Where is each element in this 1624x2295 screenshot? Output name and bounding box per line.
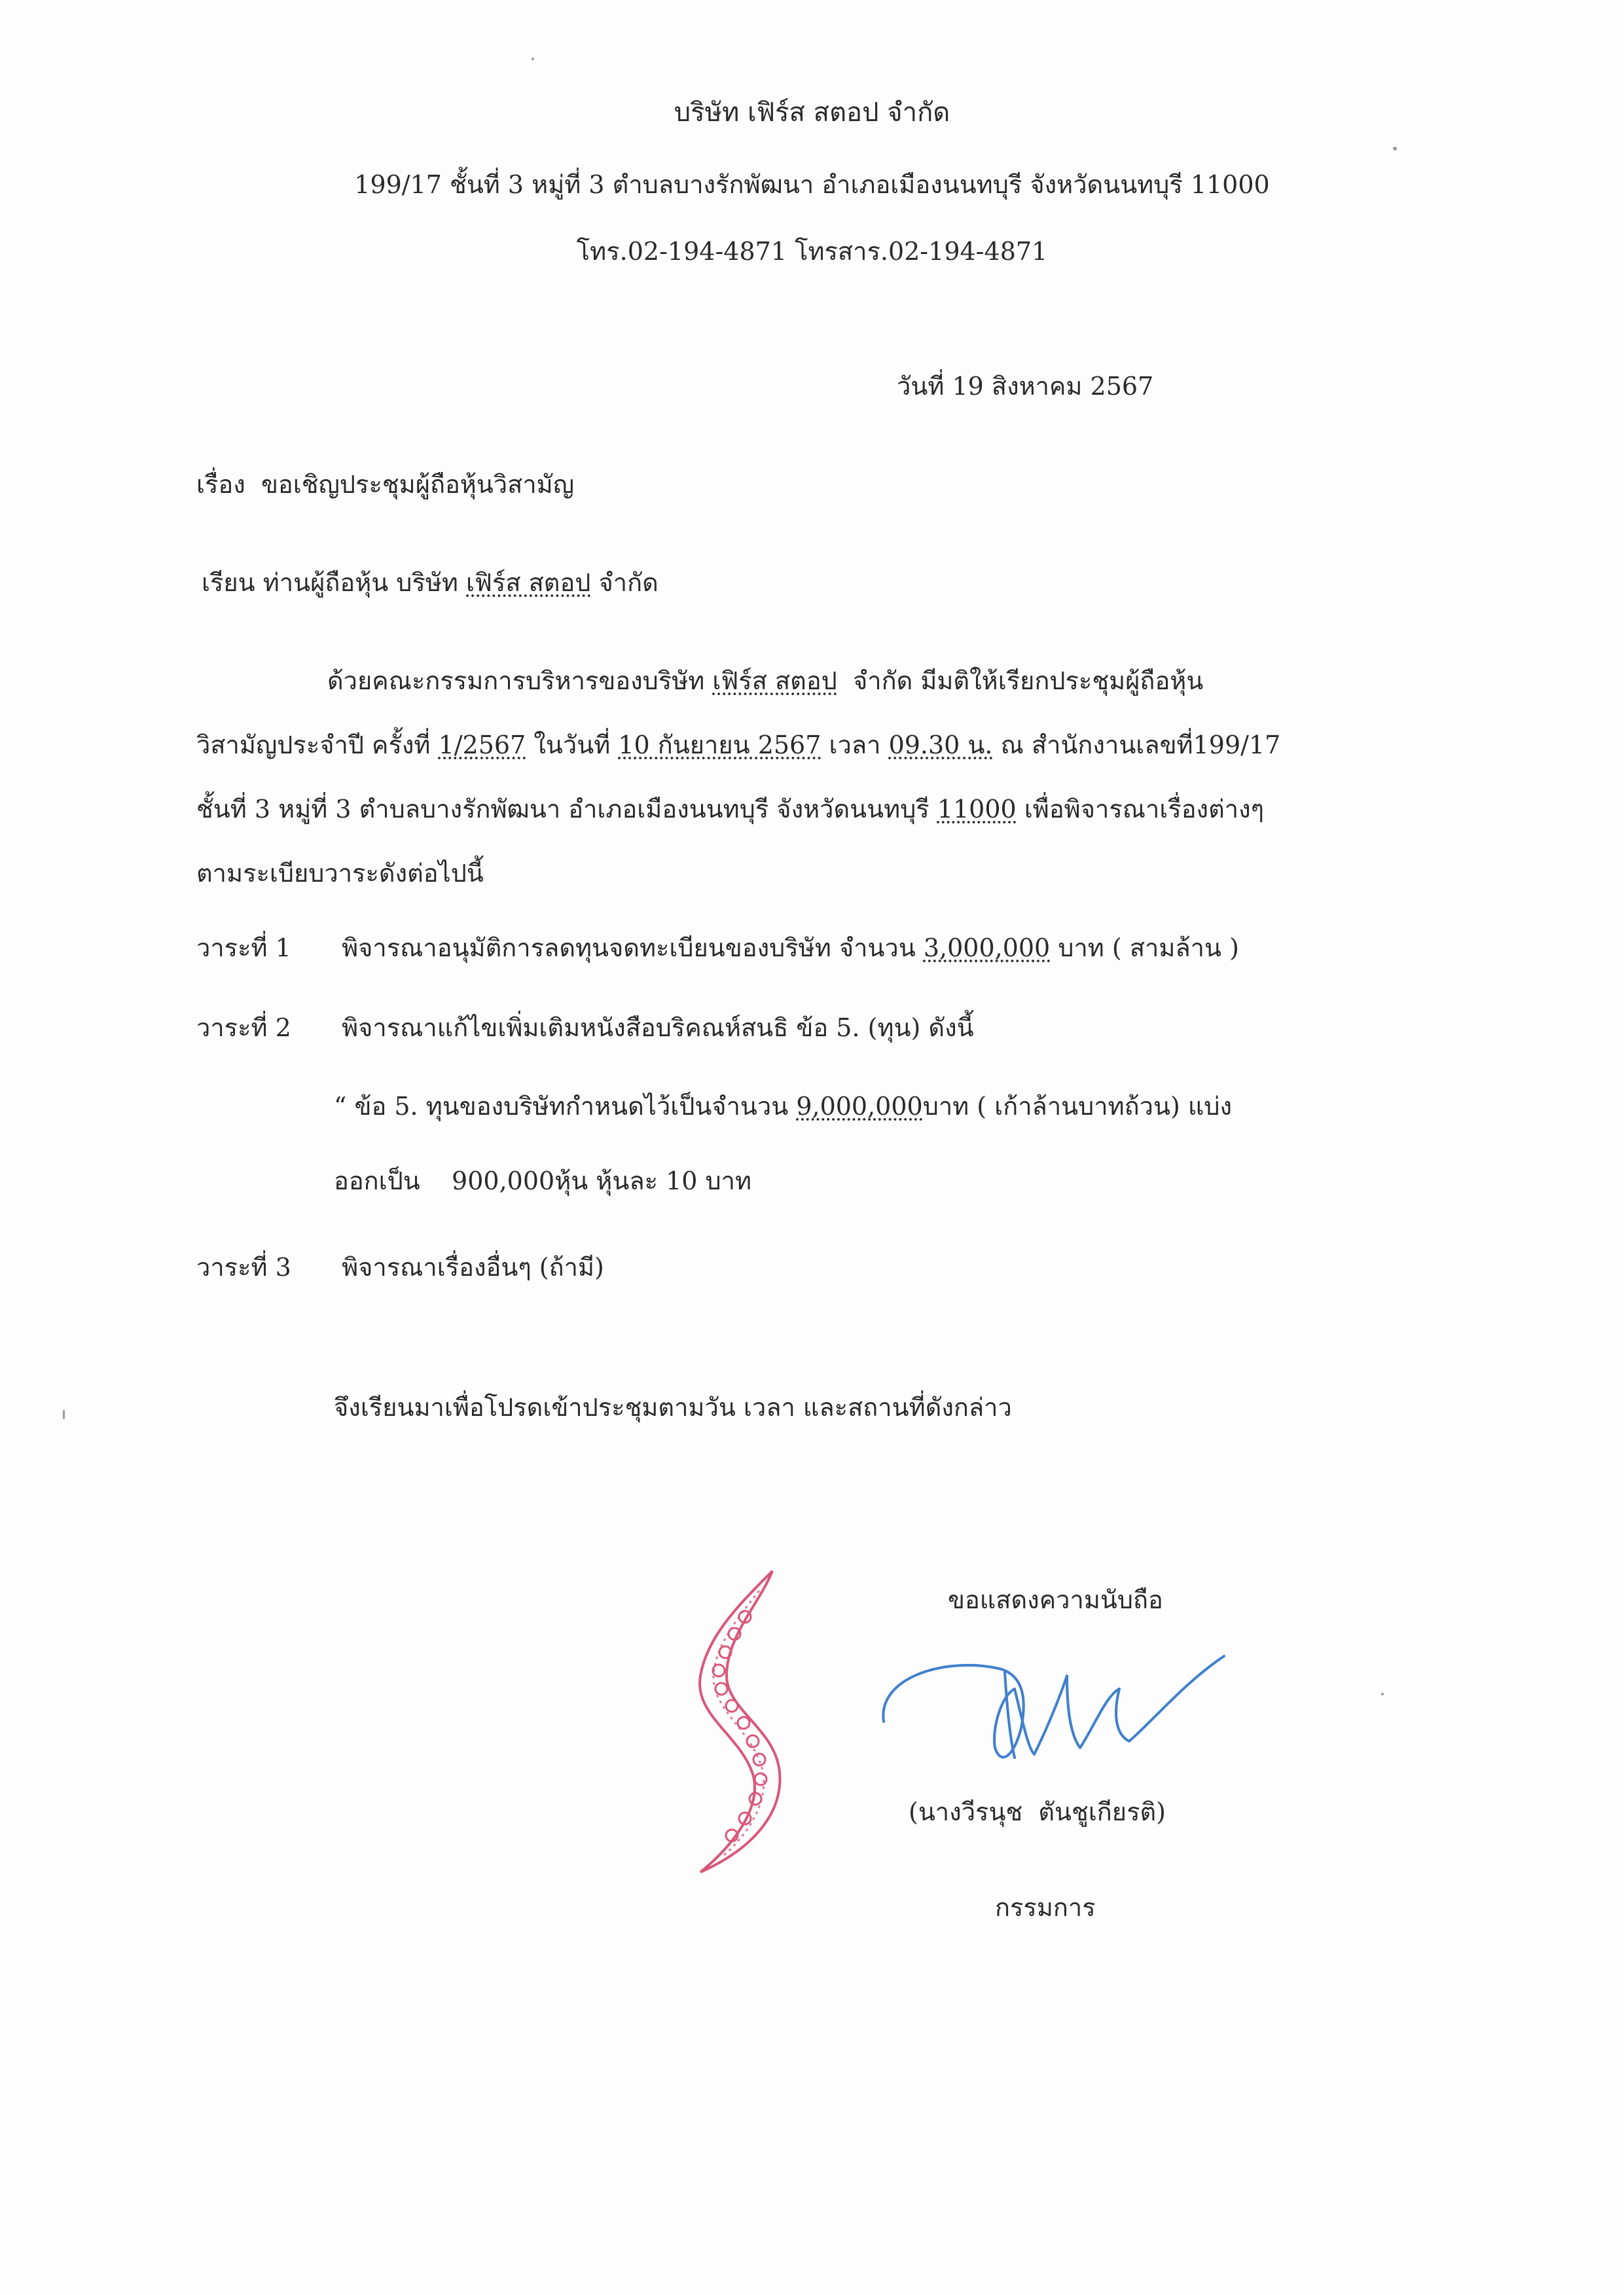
- handwritten-signature: [871, 1617, 1237, 1787]
- body-text: วิสามัญประจำปี ครั้งที่: [196, 731, 431, 759]
- agenda-item-2-shares: ออกเป็น 900,000หุ้น หุ้นละ 10 บาท: [334, 1166, 752, 1195]
- salutation-label: เรียน: [202, 568, 255, 597]
- body-text: ชั้นที่ 3 หมู่ที่ 3 ตำบลบางรักพัฒนา อำเภอเมืองนนทบุรี จังหวัดนนทบุรี: [196, 795, 929, 823]
- agenda-label: วาระที่ 3: [196, 1253, 291, 1282]
- subject-label: เรื่อง: [196, 470, 245, 499]
- meeting-time: 09.30 น.: [888, 731, 993, 759]
- body-company: เฟิร์ส สตอป: [712, 666, 837, 695]
- meeting-date: 10 กันยายน 2567: [618, 731, 821, 759]
- body-text: เพื่อพิจารณาเรื่องต่างๆ: [1024, 795, 1265, 823]
- scan-speck: [532, 58, 534, 60]
- salutation-text: ท่านผู้ถือหุ้น บริษัท: [262, 568, 458, 597]
- agenda-text: บาท ( สามล้าน ): [1058, 933, 1239, 962]
- agenda-item-2-quote: [334, 1091, 1232, 1122]
- company-name: บริษัท เฟิร์ส สตอป จำกัด: [674, 98, 950, 128]
- body-text: ด้วยคณะกรรมการบริหารของบริษัท: [327, 666, 705, 695]
- agenda-item-3: [196, 1252, 604, 1283]
- letter-date: วันที่ 19 สิงหาคม 2567: [897, 372, 1154, 401]
- company-address: 199/17 ชั้นที่ 3 หมู่ที่ 3 ตำบลบางรักพัฒนา อำเภอเมืองนนทบุรี จังหวัดนนทบุรี 11000: [354, 170, 1270, 199]
- body-line-1: [327, 665, 1203, 696]
- subject-text: ขอเชิญประชุมผู้ถือหุ้นวิสามัญ: [261, 470, 575, 499]
- salutation-suffix: จำกัด: [598, 568, 659, 597]
- agenda-text: พิจารณาอนุมัติการลดทุนจดทะเบียนของบริษัท จำนวน: [342, 933, 916, 962]
- body-text: ในวันที่: [533, 731, 611, 759]
- agenda-label: วาระที่ 1: [196, 933, 291, 962]
- scan-speck: [1381, 1693, 1384, 1695]
- signatory-title: กรรมการ: [995, 1893, 1096, 1922]
- company-phone: โทร.02-194-4871 โทรสาร.02-194-4871: [576, 237, 1048, 266]
- signatory-name: (นางวีรนุช ตันชูเกียรติ): [909, 1798, 1166, 1826]
- body-line-3: [196, 793, 1264, 825]
- agenda-text: พิจารณาเรื่องอื่นๆ (ถ้ามี): [342, 1253, 604, 1282]
- scan-speck: [1393, 147, 1397, 151]
- agenda-capital: 9,000,000: [796, 1092, 923, 1121]
- body-text: ณ สำนักงานเลขที่199/17: [1000, 731, 1281, 759]
- agenda-text: บาท ( เก้าล้านบาทถ้วน) แบ่ง: [922, 1092, 1233, 1121]
- letter-salutation: [202, 567, 659, 598]
- agenda-item-2: [196, 1012, 974, 1043]
- agenda-amount: 3,000,000: [923, 933, 1051, 962]
- body-line-4: ตามระเบียบวาระดังต่อไปนี้: [196, 859, 484, 888]
- agenda-label: วาระที่ 2: [196, 1013, 291, 1042]
- body-text: เวลา: [829, 731, 881, 759]
- body-line-2: [196, 729, 1280, 761]
- regards-text: ขอแสดงความนับถือ: [948, 1585, 1163, 1614]
- salutation-company: เฟิร์ส สตอป: [466, 568, 591, 597]
- body-text: จำกัด มีมติให้เรียกประชุมผู้ถือหุ้น: [852, 666, 1204, 695]
- letter-subject: [196, 469, 574, 500]
- body-zip: 11000: [937, 795, 1017, 823]
- agenda-item-1: [196, 932, 1239, 964]
- company-seal-stamp: [661, 1564, 805, 1879]
- meeting-number: 1/2567: [438, 731, 526, 759]
- scan-speck: [63, 1410, 65, 1419]
- agenda-text: พิจารณาแก้ไขเพิ่มเติมหนังสือบริคณห์สนธิ ข้อ 5. (ทุน) ดังนี้: [342, 1013, 974, 1042]
- closing-text: จึงเรียนมาเพื่อโปรดเข้าประชุมตามวัน เวลา และสถานที่ดังกล่าว: [334, 1393, 1012, 1422]
- agenda-text: “ ข้อ 5. ทุนของบริษัทกำหนดไว้เป็นจำนวน: [334, 1092, 789, 1121]
